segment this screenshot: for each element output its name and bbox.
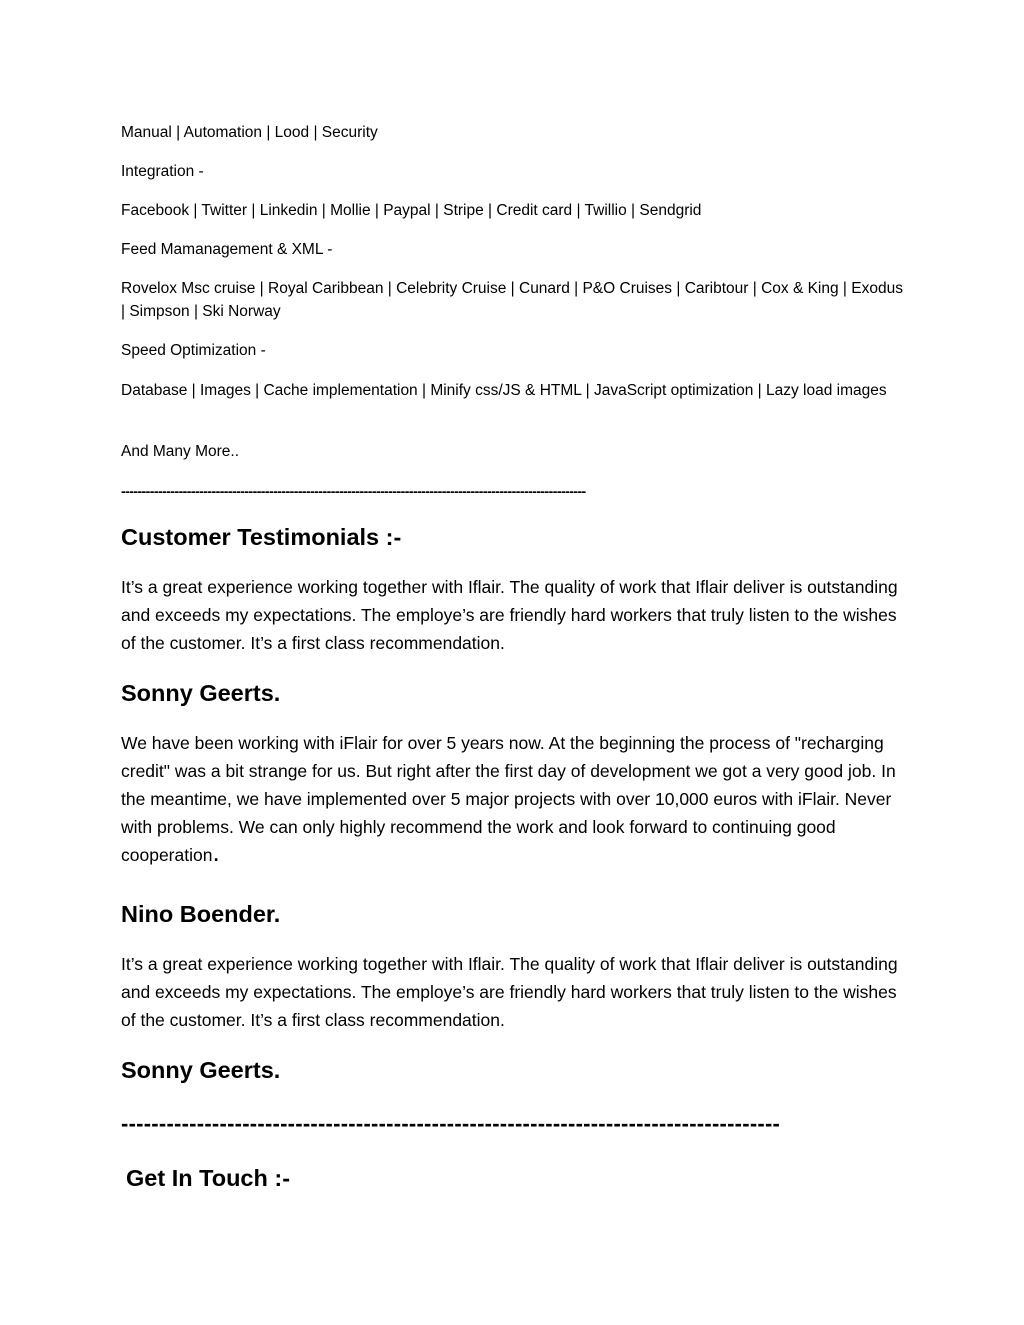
and-many-more-text: And Many More.. xyxy=(121,443,240,460)
integration-services-line: Facebook | Twitter | Linkedin | Mollie | Paypal | Stripe | Credit card | Twillio | Sendgrid xyxy=(121,202,702,219)
testimonial-quote: It’s a great experience working together with Iflair. The quality of work that Iflair deliver is outstanding and exceeds my expectations. The employe’s are friendly hard workers that truly listen to the wishes of the customer. It’s a first class recommendation. xyxy=(121,954,898,1030)
feed-management-heading: Feed Mamanagement & XML - xyxy=(121,241,333,258)
integration-heading: Integration - xyxy=(121,163,204,180)
speed-optimization-line: Database | Images | Cache implementation | Minify css/JS & HTML | JavaScript optimization | Lazy load images xyxy=(121,382,887,399)
testing-services-line: Manual | Automation | Lood | Security xyxy=(121,124,378,141)
testimonial-author: Sonny Geerts. xyxy=(121,680,281,706)
testimonial-author: Nino Boender. xyxy=(121,901,281,927)
testimonial-quote xyxy=(121,729,911,869)
testimonial-quote-period: . xyxy=(212,837,220,867)
get-in-touch-title: Get In Touch :- xyxy=(126,1165,291,1191)
testimonial-quote-text: We have been working with iFlair for over 5 years now. At the beginning the process of "recharging credit" was a bit strange for us. But right after the first day of development we got a very good job. In the meantime, we have implemented over 5 major projects with over 10,000 euros with iFlair. Never with problems. We can only highly recommend the work and look forward to continuing good cooperation xyxy=(121,733,896,865)
section-divider: ----------------------------------------------------------------------------------------------------------------- xyxy=(121,483,586,499)
testimonials-title: Customer Testimonials :- xyxy=(121,524,402,550)
testimonial-author: Sonny Geerts. xyxy=(121,1057,281,1083)
section-divider-large: --------------------------------------------------------------------------------------- xyxy=(121,1111,781,1136)
speed-optimization-heading: Speed Optimization - xyxy=(121,342,266,359)
feed-management-line: Rovelox Msc cruise | Royal Caribbean | Celebrity Cruise | Cunard | P&O Cruises | Caribtour | Cox & King | Exodus | Simpson | Ski Norway xyxy=(121,280,903,320)
testimonial-quote: It’s a great experience working together with Iflair. The quality of work that Iflair deliver is outstanding and exceeds my expectations. The employe’s are friendly hard workers that truly listen to the wishes of the customer. It’s a first class recommendation. xyxy=(121,577,898,653)
